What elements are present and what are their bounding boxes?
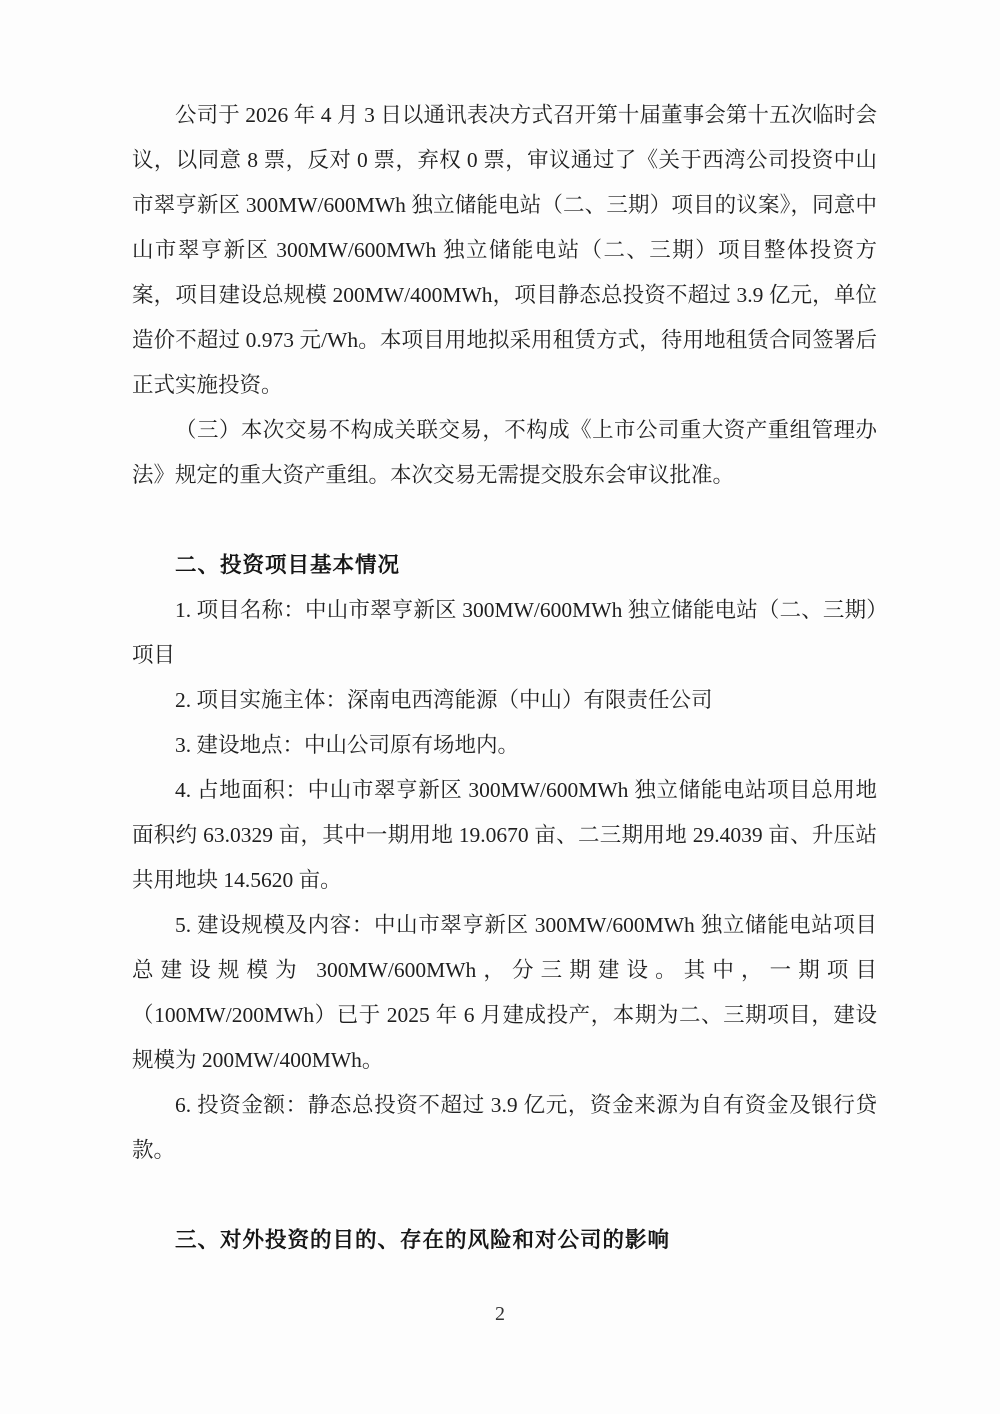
body-paragraph: （三）本次交易不构成关联交易，不构成《上市公司重大资产重组管理办法》规定的重大资产重组。本次交易无需提交股东会审议批准。: [132, 418, 877, 487]
body-paragraph: 4. 占地面积：中山市翠亨新区 300MW/600MWh 独立储能电站项目总用地面积约 63.0329 亩，其中一期用地 19.0670 亩、二三期用地 29.4039 亩、升压站共用地块 14.5620 亩。: [132, 778, 877, 892]
document-body: [132, 93, 877, 1263]
section-heading: 二、投资项目基本情况: [175, 553, 401, 577]
section-heading: 三、对外投资的目的、存在的风险和对公司的影响: [175, 1228, 671, 1252]
body-paragraph: 公司于 2026 年 4 月 3 日以通讯表决方式召开第十届董事会第十五次临时会议，以同意 8 票，反对 0 票，弃权 0 票，审议通过了《关于西湾公司投资中山市翠亨新区 300MW/600MWh 独立储能电站（二、三期）项目的议案》，同意中山市翠亨新区 300MW/600MWh 独立储能电站（二、三期）项目整体投资方案，项目建设总规模 200MW/400MWh，项目静态总投资不超过 3.9 亿元，单位造价不超过 0.973 元/Wh。本项目用地拟采用租赁方式，待用地租赁合同签署后正式实施投资。: [132, 103, 877, 397]
body-paragraph: 1. 项目名称：中山市翠亨新区 300MW/600MWh 独立储能电站（二、三期）项目: [132, 598, 877, 667]
blank-line: [132, 1173, 877, 1218]
body-paragraph: 3. 建设地点：中山公司原有场地内。: [175, 733, 520, 757]
body-paragraph: 2. 项目实施主体：深南电西湾能源（中山）有限责任公司: [175, 688, 713, 712]
page-number: 2: [495, 1303, 505, 1325]
blank-line: [132, 498, 877, 543]
body-paragraph: 5. 建设规模及内容：中山市翠亨新区 300MW/600MWh 独立储能电站项目总建设规模为 300MW/600MWh，分三期建设。其中，一期项目（100MW/200MWh）已于 2025 年 6 月建成投产，本期为二、三期项目，建设规模为 200MW/400MWh。: [132, 913, 877, 1072]
body-paragraph: 6. 投资金额：静态总投资不超过 3.9 亿元，资金来源为自有资金及银行贷款。: [132, 1093, 877, 1162]
